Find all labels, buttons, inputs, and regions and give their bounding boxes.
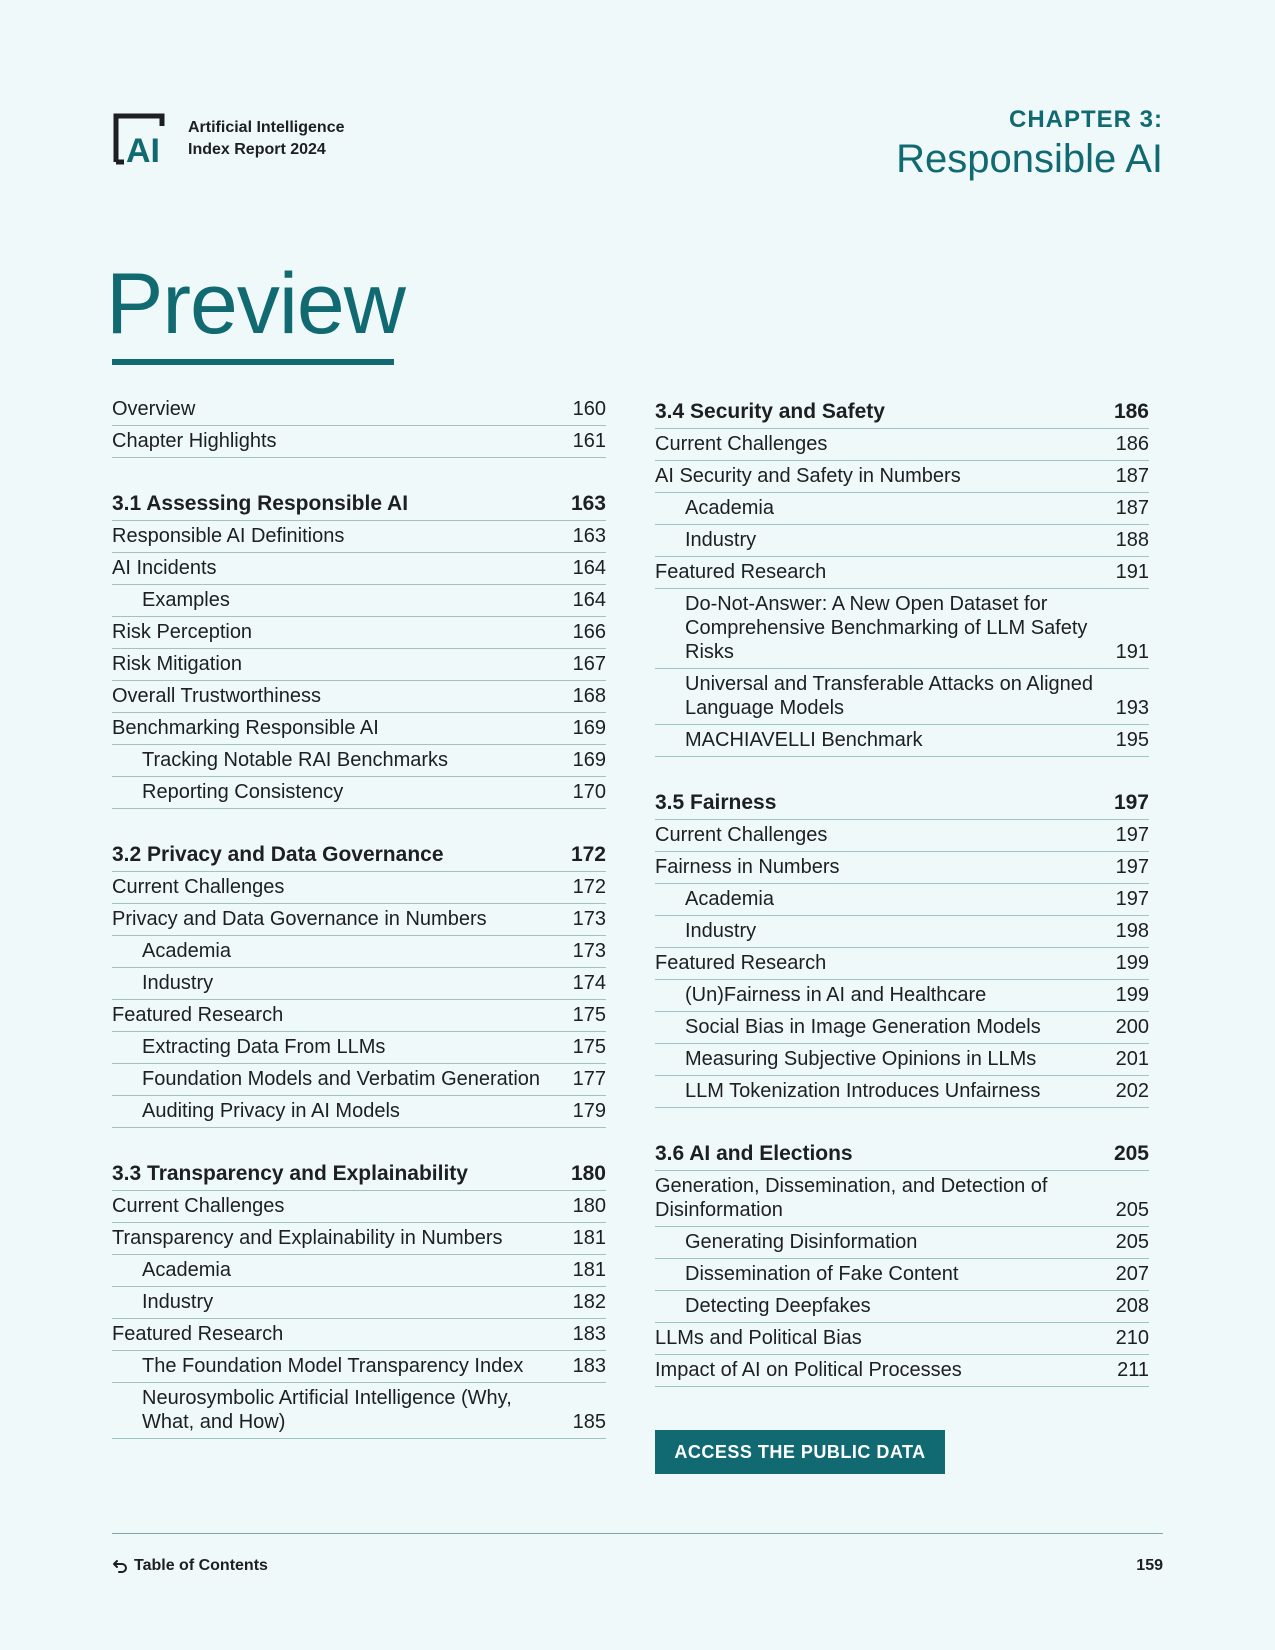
toc-section-heading[interactable]: [112, 837, 606, 872]
toc-entry[interactable]: [655, 884, 1149, 916]
toc-entry-page: 166: [572, 621, 606, 643]
report-logo: [112, 112, 344, 166]
toc-entry[interactable]: [655, 1171, 1149, 1227]
toc-entry[interactable]: [655, 493, 1149, 525]
toc-entry-label: Generating Disinformation: [685, 1231, 918, 1253]
toc-entry-label: Current Challenges: [112, 876, 285, 898]
toc-entry-label: Generation, Dissemination, and Detection of Disinformation: [655, 1175, 1048, 1221]
toc-entry-label: Universal and Transferable Attacks on Aligned Language Models: [685, 673, 1094, 719]
toc-entry-page: 210: [1115, 1327, 1149, 1349]
report-name: [188, 117, 344, 161]
toc-entry-page: 164: [572, 589, 606, 611]
toc-entry-page: 187: [1115, 497, 1149, 519]
toc-entry-label: Academia: [685, 497, 774, 519]
toc-entry-label: Industry: [142, 972, 214, 994]
toc-entry-label: Industry: [142, 1291, 214, 1313]
toc-entry-label: Featured Research: [655, 952, 827, 974]
toc-entry[interactable]: [112, 936, 606, 968]
toc-entry-page: 205: [1115, 1199, 1149, 1221]
table-of-contents-link[interactable]: [112, 1557, 268, 1575]
toc-entry[interactable]: [655, 525, 1149, 557]
chapter-label: CHAPTER 3:: [1008, 106, 1163, 133]
chapter-heading: [896, 104, 1163, 182]
toc-entry[interactable]: [112, 968, 606, 1000]
toc-entry-page: 200: [1115, 1016, 1149, 1038]
toc-entry-label: Featured Research: [112, 1323, 284, 1345]
toc-entry-label: Academia: [142, 1259, 231, 1281]
toc-entry-page: 191: [1115, 561, 1149, 583]
toc-entry-page: 205: [1113, 1142, 1149, 1165]
toc-entry-label: Overall Trustworthiness: [112, 685, 321, 707]
toc-entry[interactable]: [655, 916, 1149, 948]
access-public-data-button[interactable]: ACCESS THE PUBLIC DATA: [655, 1430, 945, 1474]
toc-entry[interactable]: [655, 725, 1149, 757]
toc-entry[interactable]: [655, 1355, 1149, 1387]
toc-entry-label: Reporting Consistency: [142, 781, 344, 803]
toc-entry-page: 197: [1115, 888, 1149, 910]
toc-entry-label: 3.2 Privacy and Data Governance: [112, 843, 444, 866]
toc-entry[interactable]: [112, 1383, 606, 1439]
toc-entry[interactable]: [655, 1044, 1149, 1076]
toc-entry-page: 177: [572, 1068, 606, 1090]
toc-section: [655, 394, 1149, 757]
toc-entry-page: 170: [572, 781, 606, 803]
toc-entry-page: 187: [1115, 465, 1149, 487]
toc-entry-label: LLMs and Political Bias: [655, 1327, 862, 1349]
toc-entry-label: Detecting Deepfakes: [685, 1295, 871, 1317]
toc-entry[interactable]: [112, 872, 606, 904]
toc-entry[interactable]: [112, 521, 606, 553]
toc-entry-page: 182: [572, 1291, 606, 1313]
toc-section: [112, 1156, 606, 1439]
toc-entry-label: Overview: [112, 398, 196, 420]
toc-entry-page: 205: [1115, 1231, 1149, 1253]
toc-entry-page: 201: [1115, 1048, 1149, 1070]
toc-entry-label: Responsible AI Definitions: [112, 525, 345, 547]
toc-entry[interactable]: [112, 1255, 606, 1287]
toc-entry-label: Impact of AI on Political Processes: [655, 1359, 962, 1381]
toc-entry-label: Transparency and Explainability in Numbers: [112, 1227, 503, 1249]
toc-entry[interactable]: [112, 1000, 606, 1032]
toc-entry-label: Fairness in Numbers: [655, 856, 840, 878]
toc-entry-page: 169: [572, 717, 606, 739]
toc-entry-label: Do-Not-Answer: A New Open Dataset for Comprehensive Benchmarking of LLM Safety Risks: [685, 593, 1088, 663]
toc-entry-page: 167: [572, 653, 606, 675]
toc-entry[interactable]: [655, 820, 1149, 852]
toc-entry-label: Measuring Subjective Opinions in LLMs: [685, 1048, 1037, 1070]
toc-entry-page: 172: [572, 876, 606, 898]
toc-entry-label: Industry: [685, 920, 757, 942]
toc-entry-page: 173: [572, 908, 606, 930]
toc-entry[interactable]: [655, 461, 1149, 493]
toc-entry-label: 3.3 Transparency and Explainability: [112, 1162, 468, 1185]
toc-entry-label: Foundation Models and Verbatim Generation: [142, 1068, 541, 1090]
return-arrow-icon: [112, 1558, 128, 1574]
toc-entry[interactable]: [655, 1291, 1149, 1323]
toc-entry-page: 183: [572, 1323, 606, 1345]
toc-entry-page: 168: [572, 685, 606, 707]
toc-entry-label: Tracking Notable RAI Benchmarks: [142, 749, 449, 771]
toc-entry-page: 199: [1115, 952, 1149, 974]
toc-entry-label: Featured Research: [655, 561, 827, 583]
toc-entry-page: 207: [1115, 1263, 1149, 1285]
toc-entry[interactable]: [112, 649, 606, 681]
toc-entry[interactable]: [655, 980, 1149, 1012]
toc-entry[interactable]: [655, 589, 1149, 669]
toc-entry[interactable]: [112, 745, 606, 777]
toc-entry[interactable]: [112, 1223, 606, 1255]
toc-entry-page: 197: [1115, 824, 1149, 846]
toc-entry-page: 186: [1115, 433, 1149, 455]
toc-entry-page: 175: [572, 1004, 606, 1026]
toc-entry[interactable]: [655, 557, 1149, 589]
toc-entry-page: 163: [570, 492, 606, 515]
toc-entry-label: Neurosymbolic Artificial Intelligence (Why, What, and How): [142, 1387, 512, 1433]
toc-entry-label: 3.1 Assessing Responsible AI: [112, 492, 409, 515]
toc-entry-label: LLM Tokenization Introduces Unfairness: [685, 1080, 1041, 1102]
toc-entry-page: 173: [572, 940, 606, 962]
toc-entry-page: 202: [1115, 1080, 1149, 1102]
logo-mark-text: AI: [126, 132, 160, 166]
toc-entry[interactable]: [112, 1191, 606, 1223]
toc-entry-page: 180: [572, 1195, 606, 1217]
toc-entry-page: 181: [572, 1227, 606, 1249]
toc-entry[interactable]: [112, 1319, 606, 1351]
toc-entry-page: 174: [572, 972, 606, 994]
toc-entry-label: Featured Research: [112, 1004, 284, 1026]
toc-entry-label: 3.5 Fairness: [655, 791, 777, 814]
toc-entry-label: Current Challenges: [655, 433, 828, 455]
toc-entry[interactable]: [655, 1227, 1149, 1259]
toc-entry-label: 3.6 AI and Elections: [655, 1142, 853, 1165]
toc-entry[interactable]: [112, 904, 606, 936]
report-name-line2: Index Report 2024: [188, 141, 326, 158]
toc-entry-label: Examples: [142, 589, 230, 611]
toc-entry-label: AI Incidents: [112, 557, 217, 579]
toc-entry-page: 197: [1115, 856, 1149, 878]
toc-entry-page: 191: [1115, 641, 1149, 663]
toc-entry-page: 181: [572, 1259, 606, 1281]
toc-entry[interactable]: [655, 1259, 1149, 1291]
toc-entry-page: 199: [1115, 984, 1149, 1006]
toc-entry-page: 188: [1115, 529, 1149, 551]
title-underline: [112, 359, 394, 365]
toc-entry[interactable]: [112, 426, 606, 458]
toc-entry-label: 3.4 Security and Safety: [655, 400, 885, 423]
footer-divider: [112, 1533, 1163, 1534]
toc-entry[interactable]: [655, 669, 1149, 725]
toc-entry-label: Auditing Privacy in AI Models: [142, 1100, 400, 1122]
toc-section-heading[interactable]: [112, 486, 606, 521]
toc-entry[interactable]: [112, 394, 606, 426]
toc-entry-label: Risk Mitigation: [112, 653, 243, 675]
toc-entry-page: 208: [1115, 1295, 1149, 1317]
report-name-line1: Artificial Intelligence: [188, 119, 345, 136]
toc-entry-page: 193: [1115, 697, 1149, 719]
toc-entry[interactable]: [112, 1064, 606, 1096]
toc-entry-page: 179: [572, 1100, 606, 1122]
toc-entry-page: 183: [572, 1355, 606, 1377]
toc-entry-label: MACHIAVELLI Benchmark: [685, 729, 923, 751]
toc-entry-label: Industry: [685, 529, 757, 551]
toc-entry-label: Privacy and Data Governance in Numbers: [112, 908, 487, 930]
toc-entry-page: 172: [570, 843, 606, 866]
page-number: 159: [1136, 1557, 1163, 1574]
toc-entry-label: Risk Perception: [112, 621, 253, 643]
toc-entry-label: (Un)Fairness in AI and Healthcare: [685, 984, 987, 1006]
toc-entry-page: 175: [572, 1036, 606, 1058]
toc-left-column: [112, 394, 606, 1467]
toc-entry[interactable]: [112, 1032, 606, 1064]
toc-entry-page: 163: [572, 525, 606, 547]
toc-entry-label: Extracting Data From LLMs: [142, 1036, 386, 1058]
page-title: Preview: [106, 256, 405, 352]
toc-entry[interactable]: [655, 1012, 1149, 1044]
toc-entry-label: Chapter Highlights: [112, 430, 277, 452]
toc-entry[interactable]: [112, 1287, 606, 1319]
toc-entry[interactable]: [655, 948, 1149, 980]
toc-entry-page: 169: [572, 749, 606, 771]
toc-entry[interactable]: [112, 617, 606, 649]
toc-entry[interactable]: [112, 713, 606, 745]
toc-entry[interactable]: [112, 1351, 606, 1383]
toc-entry-page: 164: [572, 557, 606, 579]
toc-entry[interactable]: [655, 1076, 1149, 1108]
toc-entry-label: Dissemination of Fake Content: [685, 1263, 959, 1285]
toc-entry[interactable]: [112, 777, 606, 809]
toc-entry-page: 185: [572, 1411, 606, 1433]
toc-entry[interactable]: [112, 681, 606, 713]
toc-entry[interactable]: [655, 1323, 1149, 1355]
toc-entry-label: Current Challenges: [655, 824, 828, 846]
toc-entry[interactable]: [655, 852, 1149, 884]
toc-entry[interactable]: [112, 553, 606, 585]
chapter-title: Responsible AI: [896, 137, 1163, 181]
toc-entry-page: 197: [1113, 791, 1149, 814]
toc-entry-label: Social Bias in Image Generation Models: [685, 1016, 1041, 1038]
toc-section-heading[interactable]: [112, 1156, 606, 1191]
ai-index-logo-icon: [112, 112, 174, 166]
toc-right-column: [655, 394, 1149, 1415]
toc-entry-label: Current Challenges: [112, 1195, 285, 1217]
toc-entry-label: AI Security and Safety in Numbers: [655, 465, 961, 487]
toc-entry[interactable]: [112, 1096, 606, 1128]
toc-entry-page: 180: [570, 1162, 606, 1185]
toc-entry[interactable]: [655, 429, 1149, 461]
toc-entry-page: 186: [1113, 400, 1149, 423]
toc-entry-page: 195: [1115, 729, 1149, 751]
toc-section: [655, 1136, 1149, 1387]
toc-entry-label: Academia: [142, 940, 231, 962]
toc-section-heading[interactable]: [655, 394, 1149, 429]
toc-section: [112, 486, 606, 809]
toc-entry-page: 211: [1117, 1359, 1149, 1381]
toc-section-heading[interactable]: [655, 1136, 1149, 1171]
toc-entry-page: 160: [572, 398, 606, 420]
toc-entry-page: 198: [1115, 920, 1149, 942]
toc-entry-label: Academia: [685, 888, 774, 910]
toc-section-heading[interactable]: [655, 785, 1149, 820]
table-of-contents-label: Table of Contents: [134, 1557, 268, 1574]
toc-section: [655, 785, 1149, 1108]
toc-entry-page: 161: [572, 430, 606, 452]
toc-section: [112, 394, 606, 458]
toc-entry-label: The Foundation Model Transparency Index: [142, 1355, 524, 1377]
toc-section: [112, 837, 606, 1128]
toc-entry[interactable]: [112, 585, 606, 617]
toc-entry-label: Benchmarking Responsible AI: [112, 717, 379, 739]
